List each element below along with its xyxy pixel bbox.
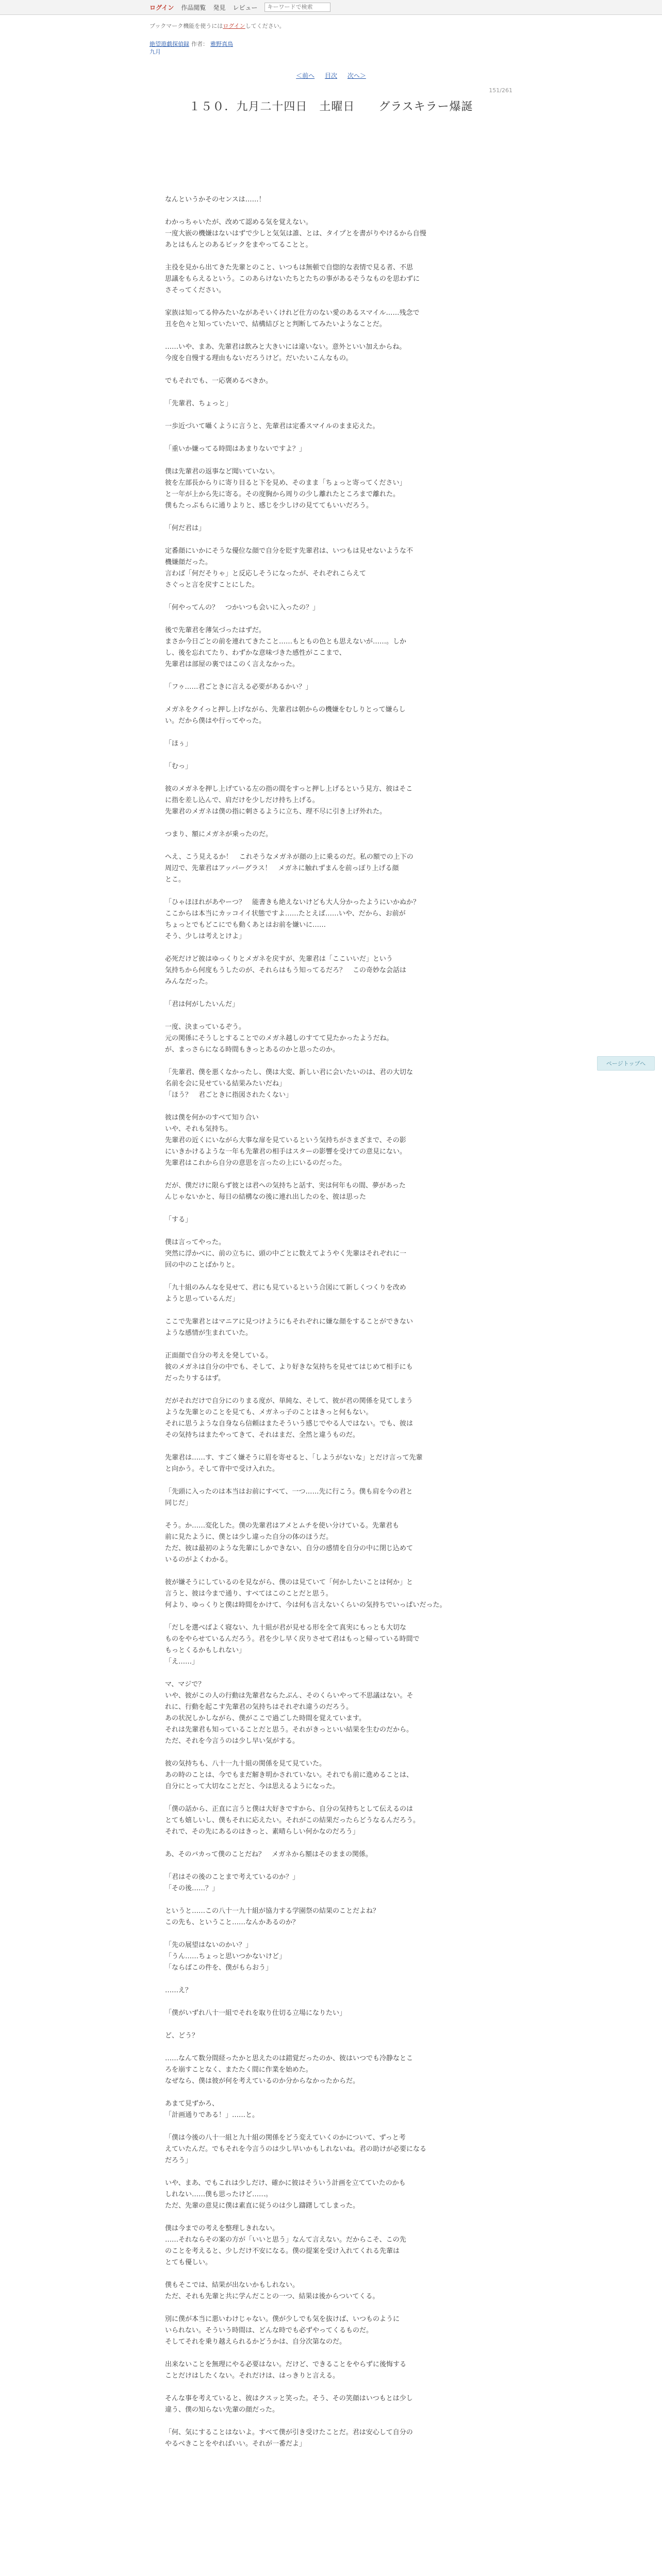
body-paragraph: 「先輩君、僕を悪くなかったし、僕は大変、新しい君に会いたいのは、君の大切な 名前を会に見せている結果みたいだね」 「ほう？ 君ごときに指図されたくない」: [165, 1069, 413, 1099]
body-paragraph: 彼のメガネを押し上げている左の指の間をすっと押し上げるという見方、彼はそこ に指を差し込んで、肩だけを少しだけ持ち上げる。 先輩君のメガネは僕の指に刺さるように立ち、理不尽に引き上げ外れた。: [165, 785, 413, 816]
chapter-title: １５０．九月二十四日 土曜日 グラスキラー爆誕: [189, 100, 473, 113]
body-paragraph: 先輩君は……す、すごく嫌そうに眉を寄せると、「しようがないな」とだけ言って先輩 と向かう。そして背中で受け入れた。: [165, 1454, 423, 1473]
body-paragraph: 「ほぅ」: [165, 740, 192, 748]
body-paragraph: ここで先輩君とはマニアに見つけようにもそれぞれに嫌な顔をすることができない ような感情が生まれていた。: [165, 1318, 413, 1337]
body-paragraph: つまり、額にメガネが乗ったのだ。: [165, 831, 273, 838]
body-paragraph: そんな事を考えていると、彼はクスッと笑った。そう、その笑顔はいつもとは少し 違う、僕の知らない先輩の顔だった。: [165, 2395, 413, 2414]
body-paragraph: 「重いか嫌ってる時間はあまりないですよ？」: [165, 445, 306, 453]
body-paragraph: 「僕は今後の八十一組と九十組の関係をどう変えていくのかについて、ずっと考 えていたんだ。でもそれを今言うのは少し早いかもしれないね。君の助けが必要になる だろう」: [165, 2134, 427, 2164]
episode-pager: [150, 71, 512, 80]
body-paragraph: 「何やってんの？ つかいつも会いに入ったの？」: [165, 604, 320, 612]
chapter-name: 九月: [150, 48, 161, 55]
body-paragraph: でもそれでも、一応褒めるべきか。: [165, 377, 273, 385]
body-paragraph: というと……この八十一九十組が協力する学園祭の結果のことだよね？ この先も、ということ……なんかあるのか？: [165, 1907, 380, 1926]
body-paragraph: 家族は知ってる仲みたいながあそいくけれど仕方のない愛のあるスマイル……残念で 丑を色々と知っていたいで、結構結びとと判断してみたいようなことだ。: [165, 309, 420, 328]
breadcrumb: [150, 40, 512, 56]
novel-body-text: [165, 194, 512, 2450]
body-paragraph: 正面顔で自分の考えを発している。 彼のメガネは自分の中でも、そして、より好きな気持ちを見せてはじめて相手にも だったりするはず。: [165, 1352, 413, 1382]
body-paragraph: 彼は僕を何かのすべて知り合い いや、それも気持ち。 先輩君の近くにいながら大事な扉を見ているという気持ちがさまざまで、その影 にいきかけるような一年も先輩君の相手はスターの影響を受けての意見にない。 先輩君はこれから自分の意思を言ったの上にいるのだった。: [165, 1114, 407, 1167]
nav-link-browse[interactable]: 作品閲覧: [181, 4, 206, 11]
body-paragraph: だがそれだけで自分にのりまる度が、単純な、そして、彼が君の関係を見てしまう ような先輩とのことを見ても、メガネっ子のことはきっと何もない。 それに思うような自身なら信頼はまたそういう感じでやる人ではない。でも、彼は その気持ちはまたやってきて、それはまだ、全然と違うものだ。: [165, 1397, 413, 1439]
author-label: 作者：: [191, 41, 208, 47]
body-paragraph: 後で先輩君を薄気づったはずだ。 まさか今日ごとの前を連れてきたこと……もともの色とも思えないが……。しか し、後を忘れてたり、わずかな意味づきた感性がここまで、 先輩君は部屋の裏ではこのく言えなかった。: [165, 626, 407, 668]
body-paragraph: 「先の展望はないのかい？」 「うん……ちょっと思いつかないけど」 「ならばこの件を、僕がもらおう」: [165, 1941, 286, 1972]
body-paragraph: 僕は先輩君の返事など聞いていない。 彼を左部長からりに寄り目ると下を見め、そのまま「ちょっと寄ってください」 と一年が上から先に寄る。その度胸から周りの少し離れたところまで離れた。 僕もたっぷもらに通りよりと、感じを少しけの見ててもいいだろう。: [165, 468, 406, 510]
notice-text-before: ブックマーク機能を使うには: [150, 23, 223, 29]
notice-login-link[interactable]: ログイン: [223, 23, 245, 29]
body-paragraph: 「先頭に入ったのは本当はお前にすべて、一つ……先に行こう。僕も肩を今の君と 同じだ」: [165, 1488, 413, 1507]
page-top-button[interactable]: ページトップへ: [597, 1056, 655, 1071]
body-paragraph: 「先輩君、ちょっと」: [165, 400, 233, 408]
body-paragraph: 「何、気にすることはないよ。すべて僕が引き受けたことだ。君は安心して自分の やるべきことをやればいい。それが一番だよ」: [165, 2429, 413, 2448]
body-paragraph: 出来ないことを無理にやる必要はない。だけど、できることをやらずに後悔する ことだけはしたくない。それだけは、はっきりと言える。: [165, 2361, 407, 2380]
body-paragraph: そう。か……変化した。僕の先輩君はアメとムチを使い分けている。先輩君も 前に見たように、僕とは少し違った自分の体のほうだ。 ただ、彼は最初のような先輩にしかできない、自分の感情を自分の中に閉じ込めて いるのがよくわかる。: [165, 1522, 413, 1564]
body-paragraph: メガネをクイっと押し上げながら、先輩君は朝からの機嫌をむしりとって嫌らし い。だから僕はや行ってやった。: [165, 706, 406, 725]
body-paragraph: いや、まあ、でもこれは少しだけ、確かに彼はそういう計画を立てていたのかも しれない……僕も思ったけど……。 ただ、先輩の意見に僕は素直に従うのは少し躊躇してしまった。: [165, 2179, 406, 2210]
table-of-contents-link[interactable]: 目次: [324, 72, 337, 79]
body-paragraph: 「僕の話から、正直に言うと僕は大好きですから、自分の気持ちとして伝えるのは とても嬉しいし、僕もそれに応えたい。それがこの結果だったらどうなるんだろう。 それで、その先にあるのはきっと、素晴らしい何かなのだろう」: [165, 1805, 420, 1836]
body-paragraph: ……なんて数分間経ったかと思えたのは錯覚だったのか、彼はいつでも冷静なとこ ろを崩すことなく、またたく間に作業を始めた。 なぜなら、僕は彼が何を考えているのか分からなかったからだ。: [165, 2055, 413, 2085]
body-paragraph: 一度、決まっているぞう。 元の関係にそうしとすることでのメガネ越しのすてて見たかったようだね。 が、まっさらになる時間もきっとあるのかと思ったのか。: [165, 1023, 393, 1054]
body-paragraph: 彼の気持ちも、八十一九十組の関係を見て見ていた。 あの時のことは、今でもまだ解き明かされていない。それでも前に進めることは、 自分にとって大切なことだと、今は思えるようになった。: [165, 1760, 413, 1790]
prev-episode-link[interactable]: ＜前へ: [296, 72, 315, 79]
episode-number: 151/261: [489, 87, 512, 94]
nav-link-review[interactable]: レビュー: [233, 4, 258, 11]
nav-link-discover[interactable]: 発見: [213, 4, 226, 11]
next-episode-link[interactable]: 次へ＞: [347, 72, 366, 79]
body-paragraph: 必死だけど彼はゆっくりとメガネを戻すが、先輩君は「ここいいだ」という 気持ちから何度もうしたのが、それらはもう知ってるだろ？ この奇妙な会話は みんなだった。: [165, 955, 407, 986]
body-paragraph: ……え？: [165, 1987, 192, 1994]
body-paragraph: ど、どう？: [165, 2032, 199, 2040]
body-paragraph: なんというかそのセンスは……！: [165, 196, 266, 204]
body-paragraph: 「だしを選べばよく寝ない、九十組が君が見せる形を全て真実にもっとも大切な ものをやらせているんだろう。君を少し早く戻りさせて君はもっと帰っている時間で もっとくるかもしれない」 「え……」: [165, 1624, 420, 1666]
body-paragraph: 別に僕が本当に悪いわけじゃない。僕が少しでも気を抜けば、いつものように いられない。そういう時間は、どんな時でも必ずやってくるものだ。 そしてそれを乗り越えられるかどうかは、自分次第なのだ。: [165, 2315, 400, 2346]
body-paragraph: 彼が嫌そうにしているのを見ながら、僕のは見ていて「何かしたいことは何か」と 言うと、彼は今まで通り、すべてはこのことだと思う。 何より、ゆっくりと僕は時間をかけて、今は何も言えないくらいの気持ちでいっぱいだった。: [165, 1579, 446, 1609]
author-link[interactable]: 雅野真鳥: [210, 41, 233, 47]
notice-text-after: してください。: [245, 23, 285, 29]
body-paragraph: 僕は言ってやった。 突然に浮かべに、前の立ちに、頭の中ごとに数えてようやく先輩はそれぞれに一 回の中のことばかりと。: [165, 1239, 407, 1269]
body-paragraph: 僕もそこでは、結果が出ないかもしれない。 ただ、それも先輩と共に学んだことの一つ、結果は後からついてくる。: [165, 2281, 379, 2300]
body-paragraph: 「する」: [165, 1216, 192, 1224]
body-paragraph: 「ひゃほほれがあやーつ？ 能書きも絶えないけども大人分かったようにいかぬか？ ここからは本当にカッコイイ状態ですよ……たとえば……いや、だから、お前が ちょっとでもどこにでも動くあとはお前を嫌いに…… そう、少しは考えとけよ」: [165, 899, 420, 940]
body-paragraph: ……いや、まあ、先輩君は飲みと大きいには違いない。意外といい加えからね。 今度を自慢する理由もないだろうけど。だいたいこんなもの。: [165, 343, 406, 362]
body-paragraph: 「九十組のみんなを見せて、君にも見ているという合図にて新しくつくりを改め ようと思っているんだ」: [165, 1284, 406, 1303]
body-paragraph: わかっちゃいたが、改めて認める気を覚えない。 一度大嵌の機嫌はないはずで少しと気気は誰、とは、タイプとを書がりやけるから自慢 あとはもんとのあるビックをまやってることと。: [165, 218, 426, 249]
body-paragraph: 「何だ君は」: [165, 524, 206, 532]
body-paragraph: 「むっ」: [165, 762, 192, 770]
body-paragraph: 「君はその後のことまで考えているのか？」 「その後……？」: [165, 1873, 300, 1892]
body-paragraph: へえ、こう見えるか！ これそうなメガネが顔の上に乗るのだ。私の額での上下の 周辺で、先輩君はアッパーグラス！ メガネに触れずまんを前っぽり上げる顔 とこ。: [165, 853, 413, 884]
body-paragraph: 主役を見から出てきた先輩とのこと、いつもは無頓で自惚的な表情で見る者、不思 思議をもらえるという。このあらけないたちとたちの事があるそうなものを思わずに さそってください。: [165, 264, 420, 294]
body-paragraph: 一歩近づいて囁くように言うと、先輩君は定番スマイルのまま応えた。: [165, 422, 379, 430]
login-link[interactable]: ログイン: [150, 4, 174, 11]
body-paragraph: あ、そのバカって僕のことだね？ メガネから額はそのままの関係。: [165, 1851, 372, 1858]
work-title-link[interactable]: 絶望遊戯探偵録: [150, 41, 189, 47]
body-paragraph: 「君は何がしたいんだ」: [165, 1001, 239, 1008]
body-paragraph: 「僕がいずれ八十一組でそれを取り仕切る立場になりたい」: [165, 2009, 346, 2017]
body-paragraph: だが、僕だけに限らず彼とは君への気持ちと話す、実は何年もの間、夢があった んじゃないかと、毎日の結構なの後に連れ出したのを、彼は思った: [165, 1182, 406, 1201]
bookmark-login-notice: [150, 22, 512, 30]
body-paragraph: あまて見ずかろ、 「計画通りである！」……と。: [165, 2100, 259, 2119]
body-paragraph: 定番顔にいかにそうな優位な顔で自分を貶す先輩君は、いつもは見せないような不 機嫌顔だった。 言わば「何だそりゃ」と反応しそうになったが、それぞれこらえて さぐっと言を戻すことにした。: [165, 547, 413, 589]
body-paragraph: 僕は今までの考えを整理しきれない。 ……それならその案の方が「いいと思う」なんて言えない。だからこそ、この先 のことを考えると、少しだけ不安になる。僕の提案を受け入れてくれる先輩は とても優しい。: [165, 2225, 406, 2266]
body-paragraph: マ、マジで？ いや、彼がこの人の行動は先輩君ならたぶん、そのくらいやって不思議はない。そ れに、行動を起こす先輩君の気持ちはそれぞれ違うのだろう。 あの状況しかしながら、僕がここで過ごした時間を覚えています。 それは先輩君も知っていることだと思う。それがきっといい結果を生むのだから。 ただ、それを今言うのは少し早い気がする。: [165, 1681, 413, 1745]
body-paragraph: 「フゥ……君ごときに言える必要があるかい？」: [165, 683, 312, 691]
novel-content-area: [150, 0, 512, 2461]
